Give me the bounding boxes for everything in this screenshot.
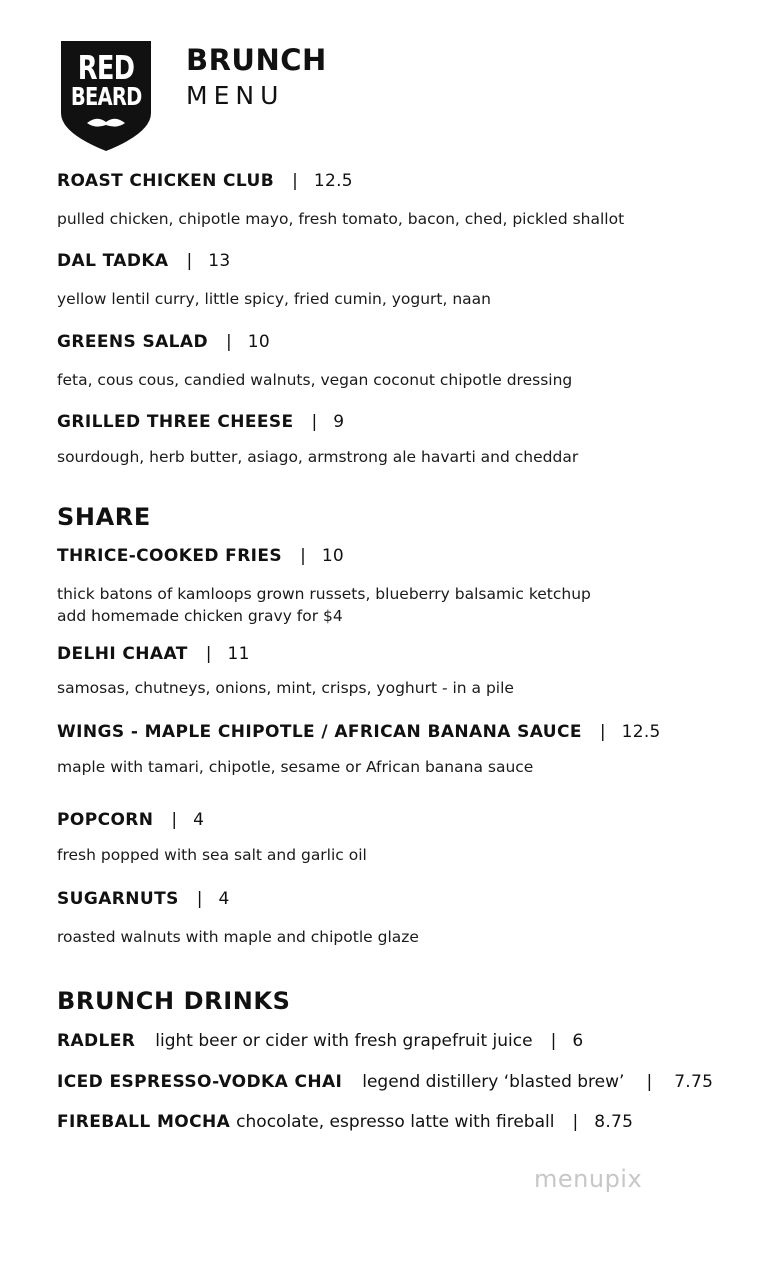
item-description: roasted walnuts with maple and chipotle glaze bbox=[57, 928, 419, 946]
item-description: yellow lentil curry, little spicy, fried cumin, yogurt, naan bbox=[57, 290, 491, 308]
drink-item bbox=[57, 1030, 583, 1052]
menu-item-heading bbox=[57, 331, 270, 353]
logo-text-beard: BEARD bbox=[70, 82, 142, 111]
item-name: THRICE-COOKED FRIES bbox=[57, 546, 283, 566]
menu-item-heading bbox=[57, 721, 661, 743]
item-price: 12.5 bbox=[621, 722, 661, 742]
item-description: fresh popped with sea salt and garlic oil bbox=[57, 846, 367, 864]
menu-item-heading bbox=[57, 545, 344, 567]
menupix-watermark: menupix bbox=[534, 1165, 643, 1193]
item-description: maple with tamari, chipotle, sesame or African banana sauce bbox=[57, 758, 534, 776]
menu-item-heading bbox=[57, 643, 250, 665]
item-price: 13 bbox=[208, 251, 231, 271]
item-description-extra: add homemade chicken gravy for $4 bbox=[57, 607, 343, 625]
drink-item bbox=[57, 1111, 633, 1133]
item-price: 6 bbox=[572, 1031, 584, 1051]
menu-item-heading bbox=[57, 809, 204, 831]
item-description: sourdough, herb butter, asiago, armstrong ale havarti and cheddar bbox=[57, 448, 579, 466]
item-name: ICED ESPRESSO-VODKA CHAI bbox=[57, 1072, 343, 1092]
item-description: legend distillery ‘blasted brew’ bbox=[362, 1072, 625, 1092]
item-price: 7.75 bbox=[674, 1072, 714, 1092]
price-separator: | bbox=[171, 810, 178, 830]
price-separator: | bbox=[300, 546, 306, 566]
red-beard-logo bbox=[61, 41, 151, 151]
item-name: POPCORN bbox=[57, 810, 154, 830]
item-name: DELHI CHAAT bbox=[57, 644, 188, 664]
section-title-share: SHARE bbox=[57, 503, 151, 531]
page-title: BRUNCH bbox=[186, 43, 327, 77]
item-description: light beer or cider with fresh grapefruit juice bbox=[155, 1031, 533, 1051]
item-name: ROAST CHICKEN CLUB bbox=[57, 171, 275, 191]
price-separator: | bbox=[599, 722, 606, 742]
price-separator: | bbox=[550, 1031, 557, 1051]
price-separator: | bbox=[196, 889, 203, 909]
price-separator: | bbox=[311, 412, 318, 432]
item-description: feta, cous cous, candied walnuts, vegan coconut chipotle dressing bbox=[57, 371, 573, 389]
item-price: 10 bbox=[247, 332, 270, 352]
section-title-drinks: BRUNCH DRINKS bbox=[57, 987, 291, 1015]
price-separator: | bbox=[205, 644, 212, 664]
menu-item-heading bbox=[57, 250, 230, 272]
menu-item-heading bbox=[57, 888, 230, 910]
price-separator: | bbox=[572, 1112, 579, 1132]
item-name: GREENS SALAD bbox=[57, 332, 208, 352]
price-separator: | bbox=[225, 332, 232, 352]
item-description: thick batons of kamloops grown russets, blueberry balsamic ketchup bbox=[57, 585, 591, 603]
item-price: 8.75 bbox=[594, 1112, 634, 1132]
item-name: FIREBALL MOCHA bbox=[57, 1112, 231, 1132]
item-name: DAL TADKA bbox=[57, 251, 169, 271]
item-description: pulled chicken, chipotle mayo, fresh tomato, bacon, ched, pickled shallot bbox=[57, 210, 625, 228]
item-price: 4 bbox=[218, 889, 230, 909]
item-price: 4 bbox=[193, 810, 205, 830]
item-name: GRILLED THREE CHEESE bbox=[57, 412, 294, 432]
menu-item-heading bbox=[57, 170, 353, 192]
item-description: samosas, chutneys, onions, mint, crisps, yoghurt - in a pile bbox=[57, 679, 514, 697]
item-name: RADLER bbox=[57, 1031, 136, 1051]
logo-text-red: RED bbox=[77, 48, 135, 87]
item-name: SUGARNUTS bbox=[57, 889, 179, 909]
drink-item bbox=[57, 1071, 713, 1093]
price-separator: | bbox=[186, 251, 193, 271]
item-price: 12.5 bbox=[313, 171, 353, 191]
item-price: 9 bbox=[333, 412, 345, 432]
item-price: 10 bbox=[321, 546, 345, 566]
price-separator: | bbox=[646, 1072, 653, 1092]
item-price: 11 bbox=[227, 644, 250, 664]
item-description: chocolate, espresso latte with fireball bbox=[236, 1112, 555, 1132]
item-name: WINGS - MAPLE CHIPOTLE / AFRICAN BANANA SAUCE bbox=[57, 722, 582, 742]
price-separator: | bbox=[292, 171, 298, 191]
menu-item-heading bbox=[57, 411, 344, 433]
page-subtitle: MENU bbox=[186, 81, 285, 110]
